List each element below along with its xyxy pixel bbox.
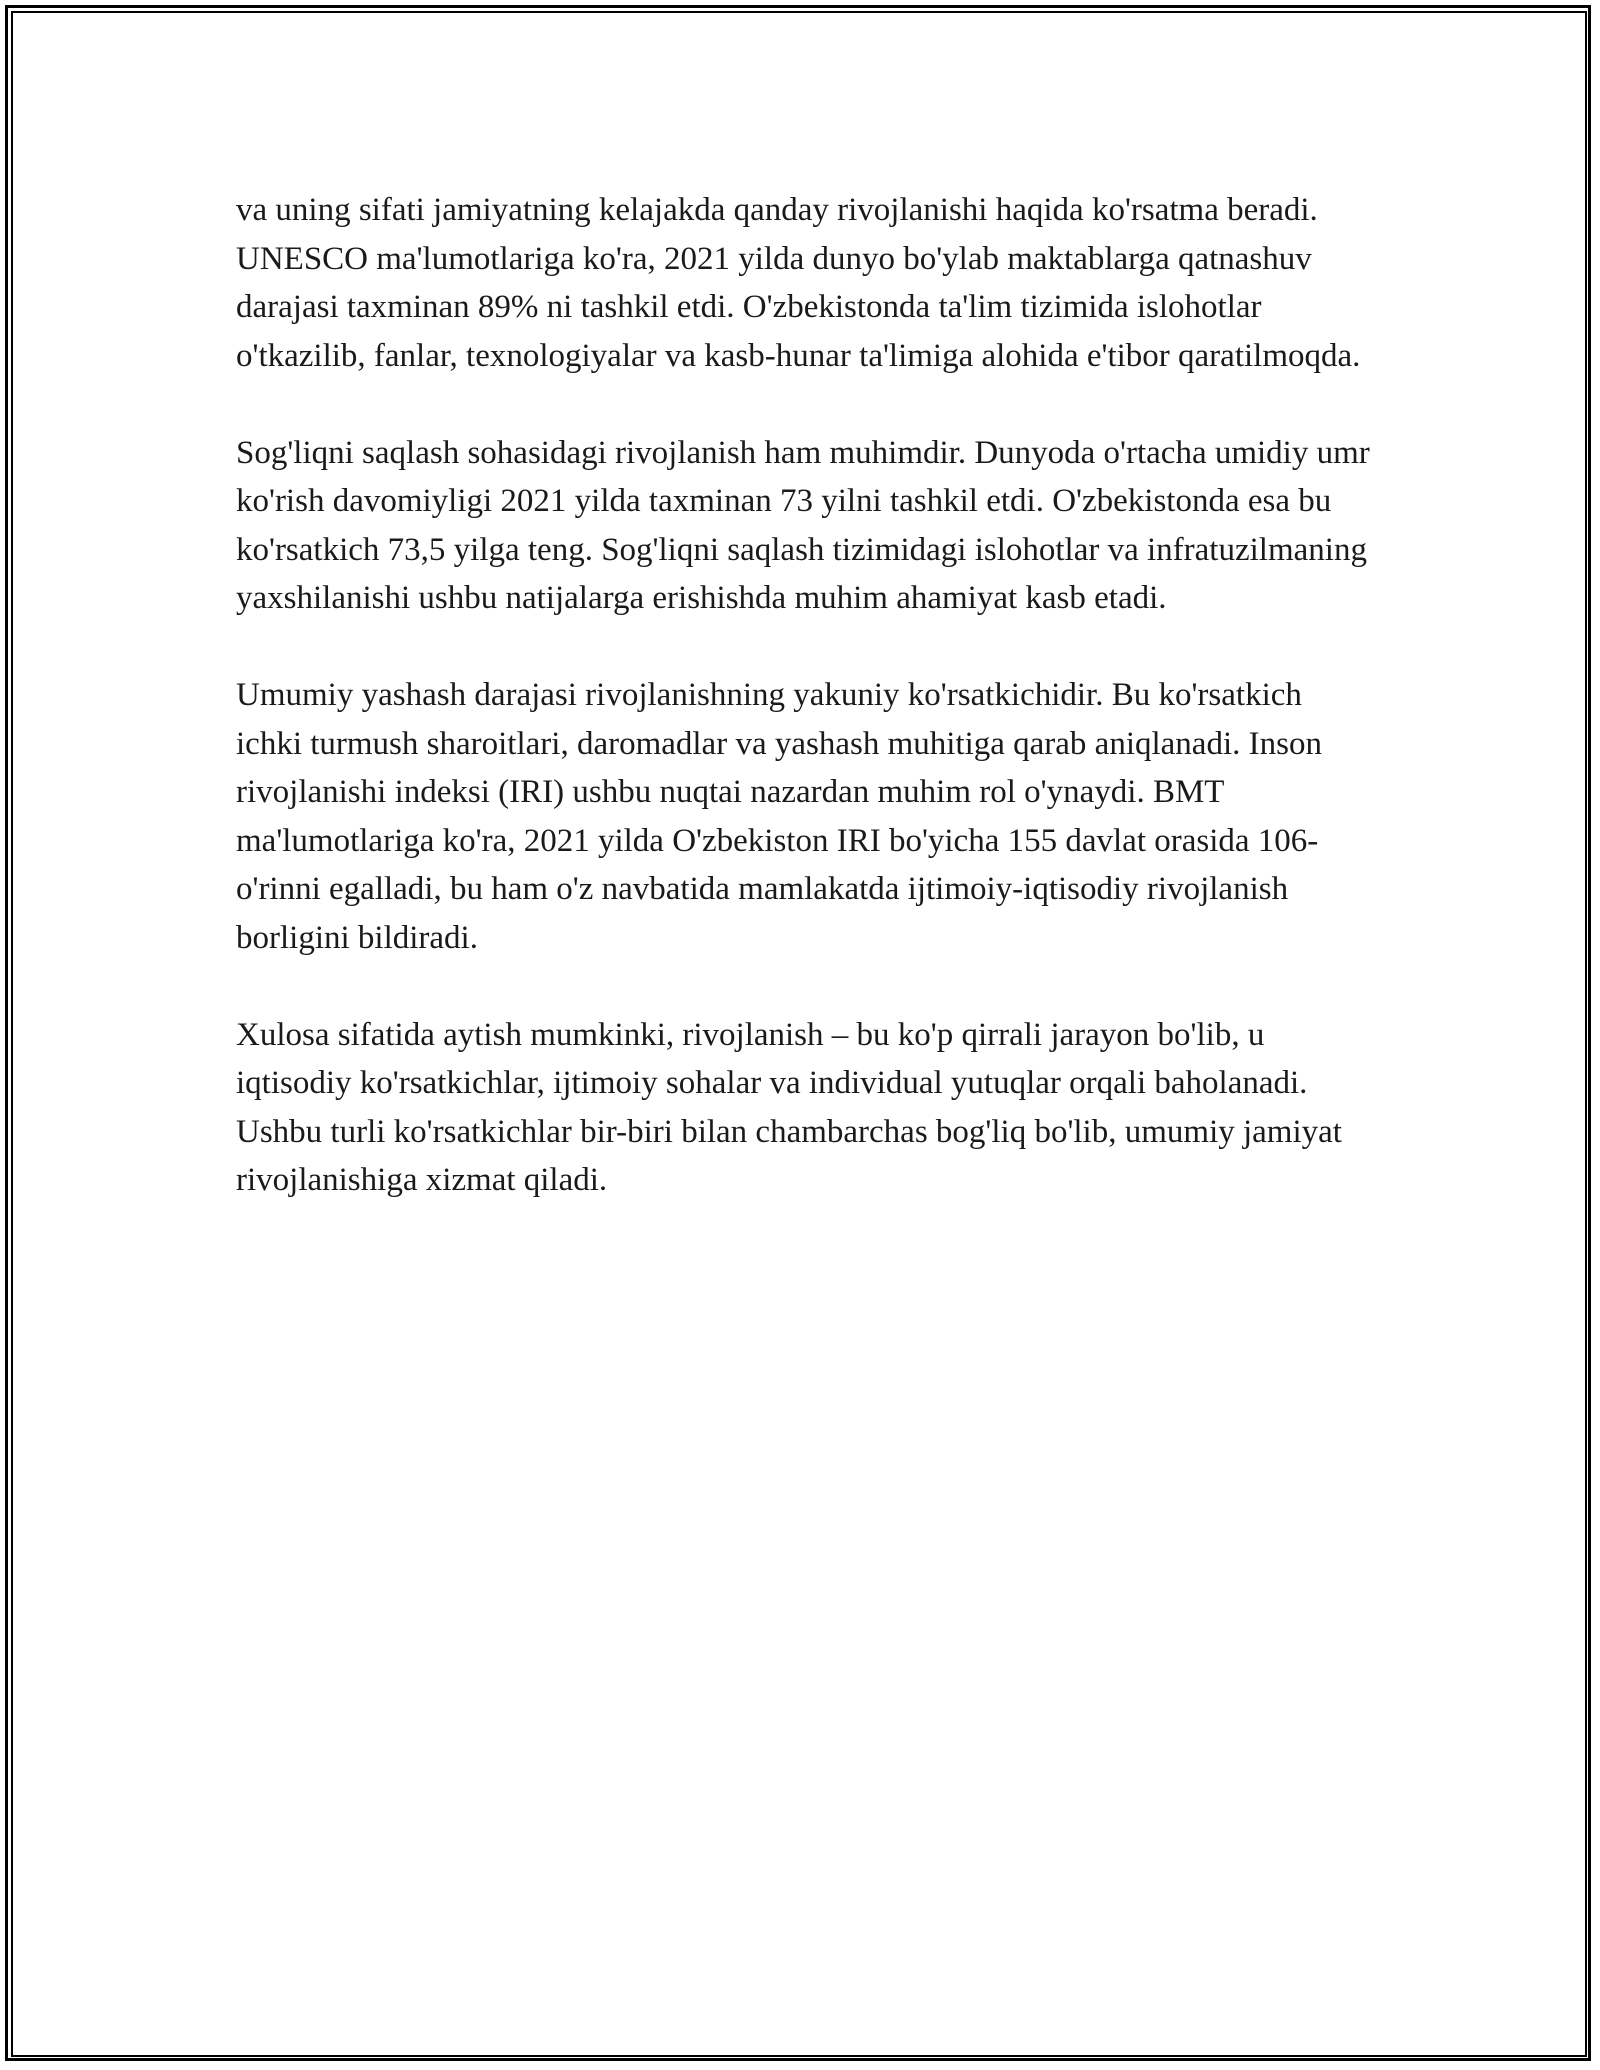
paragraph-education: va uning sifati jamiyatning kelajakda qanday rivojlanishi haqida ko'rsatma beradi. UNESCO ma'lumotlariga ko'ra, 2021 yilda dunyo bo'ylab maktablarga qatnashuv darajasi taxminan 89% ni tashkil etdi. O'zbekistonda ta'lim tizimida islohotlar o'tkazilib, fanlar, texnologiyalar va kasb-hunar ta'limiga alohida e'tibor qaratilmoqda. xyxy=(236,192,1361,374)
paragraph-living-standards: Umumiy yashash darajasi rivojlanishning yakuniy ko'rsatkichidir. Bu ko'rsatkich ichki turmush sharoitlari, daromadlar va yashash muhitiga qarab aniqlanadi. Inson rivojlanishi indeksi (IRI) ushbu nuqtai nazardan muhim rol o'ynaydi. BMT ma'lumotlariga ko'ra, 2021 yilda O'zbekiston IRI bo'yicha 155 davlat orasida 106-o'rinni egalladi, bu ham o'z navbatida mamlakatda ijtimoiy-iqtisodiy rivojlanish borligini bildiradi. xyxy=(236,677,1322,956)
paragraph-conclusion: Xulosa sifatida aytish mumkinki, rivojlanish – bu ko'p qirrali jarayon bo'lib, u iqtisodiy ko'rsatkichlar, ijtimoiy sohalar va individual yutuqlar orqali baholanadi. Ushbu turli ko'rsatkichlar bir-biri bilan chambarchas bog'liq bo'lib, umumiy jamiyat rivojlanishiga xizmat qiladi. xyxy=(236,1016,1342,1198)
document-body xyxy=(236,186,1376,1253)
paragraph-healthcare: Sog'liqni saqlash sohasidagi rivojlanish ham muhimdir. Dunyoda o'rtacha umidiy umr ko'rish davomiyligi 2021 yilda taxminan 73 yilni tashkil etdi. O'zbekistonda esa bu ko'rsatkich 73,5 yilga teng. Sog'liqni saqlash tizimidagi islohotlar va infratuzilmaning yaxshilanishi ushbu natijalarga erishishda muhim ahamiyat kasb etadi. xyxy=(236,434,1370,616)
